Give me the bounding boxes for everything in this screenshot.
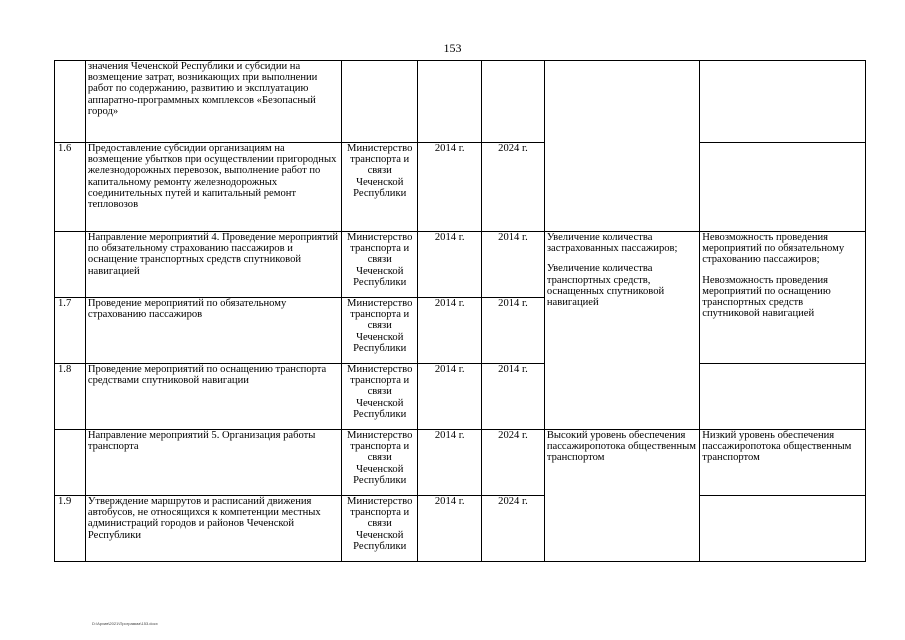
row-number: 1.6 <box>55 143 86 232</box>
row-number: 1.8 <box>55 364 86 430</box>
end-year: 2014 г. <box>482 298 545 364</box>
start-year: 2014 г. <box>418 232 482 298</box>
measure-name: Направление мероприятий 4. Проведение мероприятий по обязательному страхованию пассажиров и оснащение транспортных средств спутниковой навигацией <box>85 232 341 298</box>
consequence-text: Невозможность проведения мероприятий по обязательному страхованию пассажиров; <box>702 232 845 266</box>
consequence-text: Невозможность проведения мероприятий по оснащению транспортных средств спутниковой навигацией <box>702 274 831 320</box>
start-year: 2014 г. <box>418 298 482 364</box>
table-row <box>55 232 866 298</box>
measure-name: Утверждение маршрутов и расписаний движения автобусов, не относящихся к компетенции местных администраций городов и районов Чеченской Республики <box>85 496 341 562</box>
end-year: 2024 г. <box>482 496 545 562</box>
end-year: 2024 г. <box>482 143 545 232</box>
executor: Министерство транспорта и связи Чеченской Республики <box>342 298 418 364</box>
row-number <box>55 430 86 496</box>
executor: Министерство транспорта и связи Чеченской Республики <box>342 430 418 496</box>
expected-result <box>544 232 699 430</box>
measure-name: Предоставление субсидии организациям на возмещение убытков при осуществлении пригородных железнодорожных перевозок, выполнение работ по капитальному ремонту железнодорожных соединительных путей и капитальный ремонт тепловозов <box>85 143 341 232</box>
end-year: 2024 г. <box>482 430 545 496</box>
row-number <box>55 61 86 143</box>
result-text: Увеличение количества застрахованных пассажиров; <box>546 232 678 255</box>
table-row <box>55 61 866 143</box>
start-year: 2014 г. <box>418 496 482 562</box>
start-year: 2014 г. <box>418 143 482 232</box>
measure-name: значения Чеченской Республики и субсидии на возмещение затрат, возникающих при выполнении работ по содержанию, развитию и эксплуатацию аппаратно-программных комплексов «Безопасный город» <box>85 61 341 143</box>
result-cell-empty <box>544 61 699 232</box>
executor: Министерство транспорта и связи Чеченской Республики <box>342 496 418 562</box>
consequence-cell-empty <box>700 61 866 143</box>
expected-result: Высокий уровень обеспечения пассажиропотока общественным транспортом <box>544 430 699 562</box>
result-text: Увеличение количества транспортных средств, оснащенных спутниковой навигацией <box>546 263 665 309</box>
consequence-cell-empty <box>700 143 866 232</box>
consequence <box>700 232 866 364</box>
measure-name: Направление мероприятий 5. Организация работы транспорта <box>85 430 341 496</box>
start-year <box>418 61 482 143</box>
executor <box>342 61 418 143</box>
measure-name: Проведение мероприятий по оснащению транспорта средствами спутниковой навигации <box>85 364 341 430</box>
consequence: Низкий уровень обеспечения пассажиропотока общественным транспортом <box>700 430 866 496</box>
row-number: 1.7 <box>55 298 86 364</box>
end-year: 2014 г. <box>482 364 545 430</box>
consequence-cell-empty <box>700 364 866 430</box>
row-number: 1.9 <box>55 496 86 562</box>
table-row <box>55 143 866 232</box>
measures-table <box>54 60 866 562</box>
table-row <box>55 496 866 562</box>
page-number: 153 <box>443 41 462 55</box>
start-year: 2014 г. <box>418 430 482 496</box>
row-number <box>55 232 86 298</box>
table-row <box>55 364 866 430</box>
executor: Министерство транспорта и связи Чеченской Республики <box>342 143 418 232</box>
executor: Министерство транспорта и связи Чеченской Республики <box>342 232 418 298</box>
executor: Министерство транспорта и связи Чеченской Республики <box>342 364 418 430</box>
start-year: 2014 г. <box>418 364 482 430</box>
file-path-footer: D:\Архив\2021\Программа\153.docx <box>92 621 158 626</box>
consequence-cell-empty <box>700 496 866 562</box>
end-year <box>482 61 545 143</box>
measure-name: Проведение мероприятий по обязательному страхованию пассажиров <box>85 298 341 364</box>
table-row <box>55 430 866 496</box>
end-year: 2014 г. <box>482 232 545 298</box>
